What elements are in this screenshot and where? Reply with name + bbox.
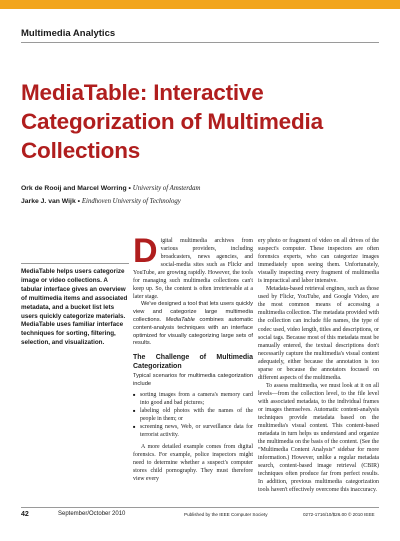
paragraph: Metadata-based retrieval engines, such as those used by Flickr, YouTube, and Google Video, are the most common means of accessing a multimedia collection. The metadata provided with the collection can include file names, the type of codec used, video length, titles and descriptions, or social tags. Because most of this metadata must be manually entered, the textual descriptions don't necessarily capture the multimedia's visual content adequately, either because the annotation is too sparse or because the annotators focused on different aspects of the multimedia. — [258, 286, 379, 381]
paragraph: To assess multimedia, we must look at it on all levels—from the collection level, to the file level with associated metadata, to the individual frames or images themselves. Automatic content-analysis techniques provide metadata based on the multimedia's visual content. This content-based metadata in turn helps us understand and organize the multimedia on the basis of the content. (See the “Multimedia Content Analysis” sidebar for more information.) However, unlike a regular metadata search, content-based image retrieval (CBIR) techniques often produce far from perfect results. In addition, previous multimedia categorization tools haven't effectively overcome this inaccuracy. — [258, 382, 379, 494]
paragraph: A more detailed example comes from digital forensics. For example, police inspectors might need to determine whether a suspect's computer stores child pornography. They must therefore view every — [133, 444, 253, 483]
accent-bar — [0, 0, 400, 9]
paragraph-text: combines automatic content-analysis techniques with an interface optimized for visually categorizing large sets of results. — [133, 316, 253, 347]
article-title: MediaTable: Interactive Categorization of Multimedia Collections — [21, 80, 323, 163]
paragraph — [133, 232, 253, 301]
drop-cap: D — [133, 232, 158, 270]
list-item: ■ sorting images from a camera's memory card into good and bad pictures; — [133, 391, 253, 407]
product-name: MediaTable — [165, 316, 195, 323]
publisher-note: Published by the IEEE Computer Society — [184, 512, 268, 517]
author-names: Jarke J. van Wijk — [21, 198, 76, 205]
body-column-1 — [133, 232, 253, 483]
paragraph — [133, 301, 253, 348]
paragraph-text: We've designed a tool that lets users quickly view and categorize large multimedia collections. — [133, 301, 253, 323]
paragraph: ery photo or fragment of video on all drives of the suspect's computer. These inspectors are often forensics experts, who can categorize images immediately upon seeing them. Unfortunately, visually inspecting every fragment of multimedia is impractical and labor intensive. — [258, 238, 379, 285]
list-item: ■ screening news, Web, or surveillance data for terrorist activity. — [133, 423, 253, 439]
author-affiliation: University of Amsterdam — [132, 185, 201, 192]
footer-divider — [21, 507, 379, 508]
subheading: The Challenge of Multimedia Categorization — [133, 354, 253, 370]
pull-quote: MediaTable helps users categorize image or video collections. A tabular interface gives an overview of multimedia items and associated metadata, and a bucket list lets users quickly categorize materials. MediaTable uses familiar interface techniques for sorting, filtering, selection, and visualization. — [21, 263, 129, 348]
paragraph-text: igital multimedia archives from various providers, including broadcasters, news agencies, and social-media sites such as Flickr and YouTube, are growing rapidly. However, the tools for managing such multimedia collections can't keep up. So, the content is often irretrievable at a later stage. — [133, 238, 253, 301]
section-label: Multimedia Analytics — [21, 28, 116, 39]
author-line-2 — [21, 197, 181, 206]
page-number: 42 — [21, 511, 29, 518]
author-affiliation: Eindhoven University of Technology — [81, 198, 181, 205]
issue-date: September/October 2010 — [58, 511, 126, 517]
section-divider — [21, 42, 379, 43]
author-separator: • — [128, 185, 131, 192]
author-line-1 — [21, 184, 200, 193]
author-separator: • — [77, 198, 81, 205]
body-column-2 — [258, 237, 379, 495]
list-item: ■ labeling old photos with the names of the people in them; or — [133, 407, 253, 423]
copyright-code: 0272-1716/10/$26.00 © 2010 IEEE — [303, 512, 375, 517]
paragraph: Typical scenarios for multimedia categorization include — [133, 373, 253, 387]
author-names: Ork de Rooij and Marcel Worring — [21, 185, 127, 192]
bullet-list — [133, 391, 253, 439]
